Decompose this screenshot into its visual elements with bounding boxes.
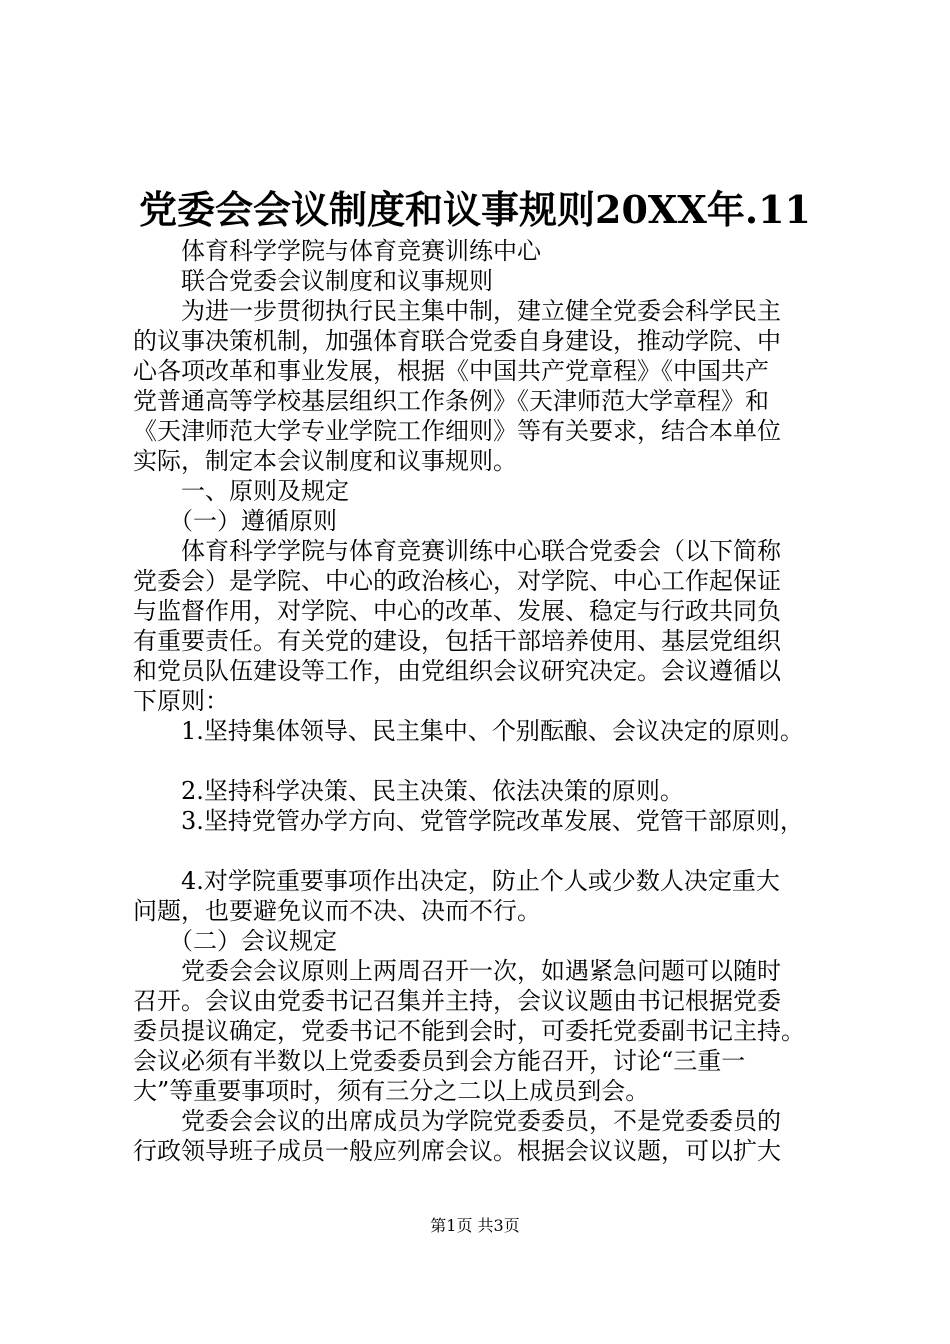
blank-line [133, 746, 833, 776]
body-line: 体育科学学院与体育竞赛训练中心联合党委会（以下简称 [133, 537, 781, 565]
body-line: 体育科学学院与体育竞赛训练中心 [133, 237, 541, 265]
body-line: 4.对学院重要事项作出决定，防止个人或少数人决定重大 [133, 867, 780, 895]
body-line: 委员提议确定，党委书记不能到会时，可委托党委副书记主持。 [133, 1017, 805, 1045]
body-line: 为进一步贯彻执行民主集中制，建立健全党委会科学民主 [133, 297, 781, 325]
body-line: 党委会会议原则上两周召开一次，如遇紧急问题可以随时 [133, 957, 781, 985]
body-line: （一）遵循原则 [133, 507, 337, 535]
document-title: 党委会会议制度和议事规则20XX年.11 [139, 187, 811, 232]
body-line: 和党员队伍建设等工作，由党组织会议研究决定。会议遵循以 [133, 657, 781, 685]
body-line: 实际，制定本会议制度和议事规则。 [133, 447, 517, 475]
body-line: 党委会会议的出席成员为学院党委委员，不是党委委员的 [133, 1107, 781, 1135]
body-line: 3.坚持党管办学方向、党管学院改革发展、党管干部原则， [133, 807, 804, 835]
body-line: 问题，也要避免议而不决、决而不行。 [133, 897, 541, 925]
body-line: 有重要责任。有关党的建设，包括干部培养使用、基层党组织 [133, 627, 781, 655]
body-line: 党普通高等学校基层组织工作条例》《天津师范大学章程》和 [133, 387, 769, 415]
body-line: 一、原则及规定 [133, 477, 349, 505]
body-line: 召开。会议由党委书记召集并主持，会议议题由书记根据党委 [133, 987, 781, 1015]
body-line: 与监督作用，对学院、中心的改革、发展、稳定与行政共同负 [133, 597, 781, 625]
body-line: 党委会）是学院、中心的政治核心，对学院、中心工作起保证 [133, 567, 781, 595]
body-line: 的议事决策机制，加强体育联合党委自身建设，推动学院、中 [133, 327, 781, 355]
body-line: 联合党委会议制度和议事规则 [133, 267, 493, 295]
body-line: 1.坚持集体领导、民主集中、个别酝酿、会议决定的原则。 [133, 717, 804, 745]
body-line: 心各项改革和事业发展，根据《中国共产党章程》《中国共产 [133, 357, 769, 385]
body-line: 大”等重要事项时，须有三分之二以上成员到会。 [133, 1077, 650, 1105]
body-line: 行政领导班子成员一般应列席会议。根据会议议题，可以扩大 [133, 1137, 781, 1165]
body-line: （二）会议规定 [133, 927, 337, 955]
body-line: 会议必须有半数以上党委委员到会方能召开，讨论“三重一 [133, 1047, 746, 1075]
page-footer: 第1页 共3页 [430, 1216, 520, 1235]
blank-line [133, 836, 833, 866]
body-line: 下原则： [133, 687, 229, 715]
body-line: 2.坚持科学决策、民主决策、依法决策的原则。 [133, 777, 684, 805]
document-body [133, 236, 833, 1166]
body-line: 《天津师范大学专业学院工作细则》等有关要求，结合本单位 [133, 417, 781, 445]
